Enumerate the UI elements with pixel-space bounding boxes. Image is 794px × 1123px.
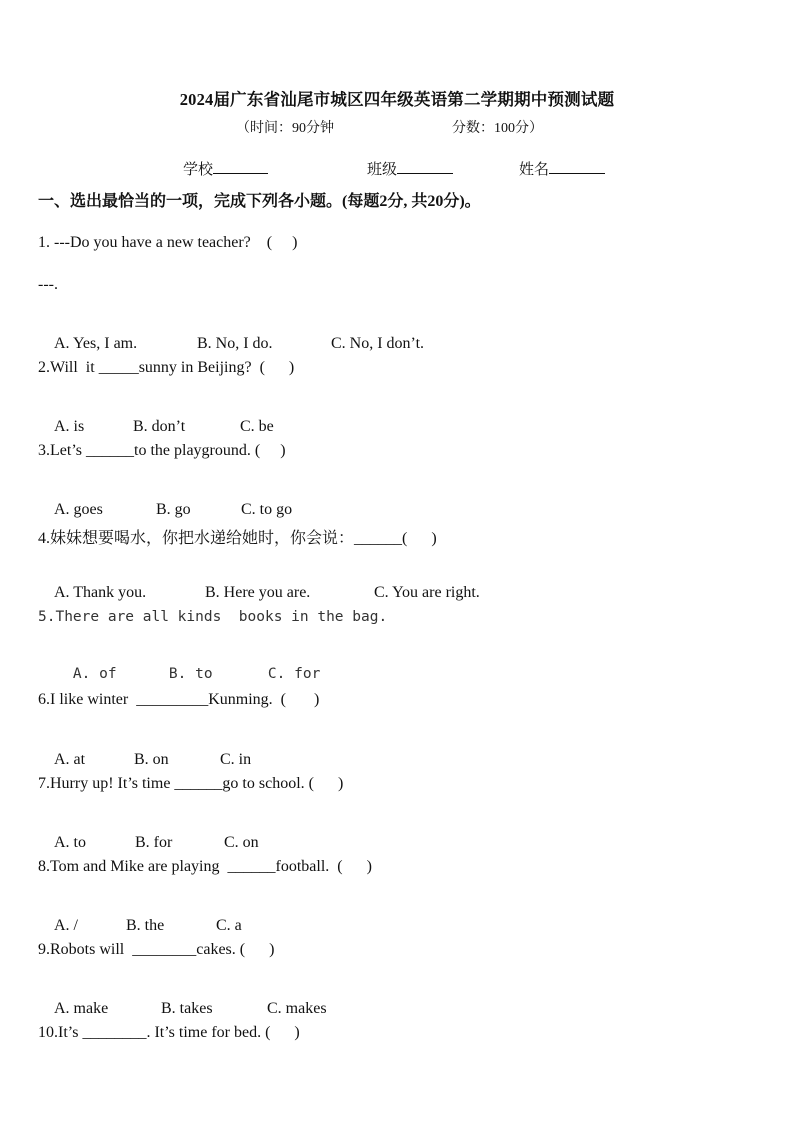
- question-text-end: go to school. ( ): [222, 775, 344, 792]
- option-a[interactable]: A. /: [54, 917, 78, 934]
- question-text: 6.I like winter: [38, 691, 137, 708]
- school-field: [183, 158, 268, 179]
- option-a[interactable]: A. goes: [54, 501, 103, 518]
- question-text-end: to the playground. ( ): [134, 442, 286, 459]
- option-c[interactable]: C. in: [220, 751, 252, 768]
- exam-time: （时间：90分钟: [236, 121, 334, 136]
- section-title: 一、选出最恰当的一项，完成下列各小题。(每题2分, 共20分)。: [38, 193, 481, 210]
- answer-blank[interactable]: ______: [227, 858, 276, 875]
- question-6: [38, 691, 319, 709]
- question-4: [38, 525, 437, 548]
- question-text: 9.Robots will: [38, 941, 133, 958]
- question-9: [38, 941, 274, 959]
- question-10: [38, 1024, 300, 1042]
- question-text-end: . It’s time for bed. ( ): [146, 1024, 300, 1041]
- question-text: 2.Will it: [38, 359, 99, 376]
- question-text-end: football. ( ): [275, 858, 372, 875]
- option-b[interactable]: B. No, I do.: [197, 335, 273, 352]
- name-label: 姓名: [519, 162, 550, 178]
- option-c[interactable]: C. be: [240, 418, 274, 435]
- page-title: 2024届广东省汕尾市城区四年级英语第二学期期中预测试题: [179, 90, 615, 109]
- answer-blank[interactable]: _____: [98, 359, 139, 376]
- question-1: 1. ---Do you have a new teacher? ( ): [38, 234, 298, 251]
- answer-blank[interactable]: ________: [132, 941, 197, 958]
- answer-blank[interactable]: ______: [86, 442, 134, 459]
- name-field: [519, 158, 605, 179]
- option-b[interactable]: B. Here you are.: [205, 584, 311, 601]
- option-a[interactable]: A. make: [54, 1000, 109, 1017]
- option-a[interactable]: A. Yes, I am.: [54, 335, 138, 352]
- question-text: 3.Let’s: [38, 442, 86, 459]
- question-2: [38, 359, 294, 377]
- option-a[interactable]: A. is: [54, 418, 85, 435]
- option-b[interactable]: B. go: [156, 501, 191, 518]
- question-3: [38, 442, 286, 460]
- answer-blank[interactable]: ______: [354, 530, 403, 547]
- answer-blank[interactable]: ______: [174, 775, 223, 792]
- option-a[interactable]: A. at: [54, 751, 86, 768]
- question-text: 10.It’s: [38, 1024, 83, 1041]
- question-7: [38, 775, 343, 793]
- question-text-end: ( ): [402, 530, 437, 547]
- option-a[interactable]: A. to: [54, 834, 86, 851]
- option-c[interactable]: C. makes: [267, 1000, 327, 1017]
- option-b[interactable]: B. to: [168, 666, 213, 682]
- question-text: 4.妹妹想要喝水，你把水递给她时，你会说：: [38, 530, 355, 547]
- option-b[interactable]: B. the: [126, 917, 165, 934]
- option-b[interactable]: B. for: [135, 834, 173, 851]
- question-text: 8.Tom and Mike are playing: [38, 858, 228, 875]
- school-blank[interactable]: [213, 158, 268, 174]
- class-label: 班级: [367, 162, 398, 178]
- option-b[interactable]: B. on: [134, 751, 169, 768]
- option-c[interactable]: C. to go: [241, 501, 293, 518]
- school-label: 学校: [183, 162, 214, 178]
- question-text-end: Kunming. ( ): [208, 691, 320, 708]
- question-1-answer-line: ---.: [38, 276, 58, 293]
- option-c[interactable]: C. You are right.: [374, 584, 480, 601]
- name-blank[interactable]: [549, 158, 605, 174]
- option-a[interactable]: A. of: [72, 666, 117, 682]
- class-blank[interactable]: [397, 158, 453, 174]
- option-c[interactable]: C. on: [224, 834, 259, 851]
- question-text-end: sunny in Beijing? ( ): [138, 359, 295, 376]
- answer-blank[interactable]: _________: [136, 691, 209, 708]
- option-b[interactable]: B. takes: [161, 1000, 213, 1017]
- question-5: 5.There are all kinds books in the bag.: [38, 609, 388, 625]
- option-c[interactable]: C. No, I don’t.: [331, 335, 425, 352]
- answer-blank[interactable]: ________: [82, 1024, 147, 1041]
- option-c[interactable]: C. a: [216, 917, 242, 934]
- option-a[interactable]: A. Thank you.: [54, 584, 147, 601]
- question-text: 7.Hurry up! It’s time: [38, 775, 175, 792]
- exam-score: 分数：100分）: [452, 121, 543, 136]
- class-field: [367, 158, 453, 179]
- option-b[interactable]: B. don’t: [133, 418, 186, 435]
- question-8: [38, 858, 372, 876]
- option-c[interactable]: C. for: [267, 666, 321, 682]
- question-text-end: cakes. ( ): [196, 941, 275, 958]
